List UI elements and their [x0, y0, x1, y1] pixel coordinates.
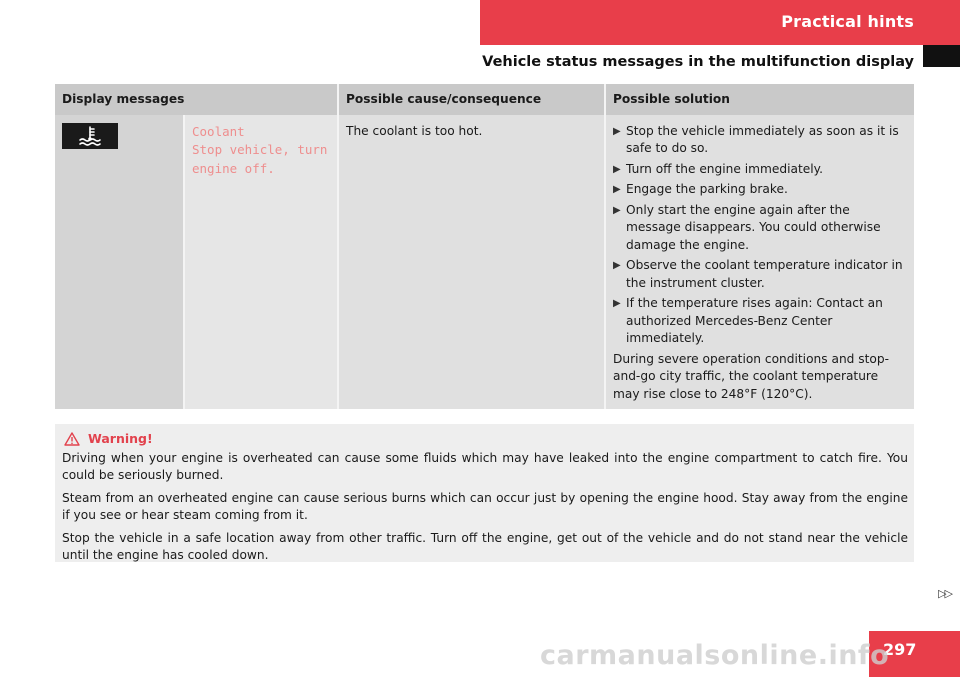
solution-step: ▶ If the temperature rises again: Contact an authorized Mercedes-Benz Center immediately. [613, 296, 883, 345]
page-subtitle: Vehicle status messages in the multifunction display [482, 54, 914, 70]
warning-header [64, 430, 908, 448]
arrow-right-icon: ▶ [613, 260, 621, 271]
coolant-temperature-icon [62, 123, 118, 149]
display-message-text: Coolant Stop vehicle, turn engine off. [192, 123, 328, 176]
arrow-right-icon: ▶ [613, 204, 621, 216]
cause-text: The coolant is too hot. [346, 123, 483, 138]
solution-step: ▶ Stop the vehicle immediately as soon as it is safe to do so. [613, 123, 899, 155]
solution-steps [613, 123, 908, 348]
warning-title: Warning! [88, 431, 153, 446]
column-header-solution: Possible solution [605, 84, 914, 115]
section-banner [480, 0, 960, 45]
table-row [55, 115, 914, 409]
warning-paragraph: Stop the vehicle in a safe location away from other traffic. Turn off the engine, get out of the vehicle and do not stand near the vehicle until the engine has cooled down. [62, 530, 908, 562]
arrow-right-icon: ▶ [613, 184, 621, 195]
display-message-cell [184, 115, 338, 409]
icon-cell [55, 115, 184, 409]
warning-paragraph: Steam from an overheated engine can cause serious burns which can occur just by opening the engine hood. Stay away from the engine if you see or hear steam coming from it. [62, 490, 908, 522]
arrow-right-icon: ▶ [613, 125, 621, 137]
solution-cell [605, 115, 914, 409]
cause-cell [338, 115, 605, 409]
column-header-cause: Possible cause/consequence [338, 84, 605, 115]
warning-box [55, 424, 914, 562]
continue-icon: ▷▷ [938, 587, 951, 600]
solution-step: ▶ Observe the coolant temperature indicator in the instrument cluster. [613, 258, 903, 290]
table-header-row [55, 84, 914, 115]
warning-triangle-icon [64, 432, 80, 446]
column-header-display: Display messages [55, 84, 338, 115]
page-tab-marker [923, 45, 960, 67]
arrow-right-icon: ▶ [613, 298, 621, 309]
warning-paragraph: Driving when your engine is overheated can cause some fluids which may have leaked into the engine compartment to catch fire. You could be seriously burned. [62, 450, 908, 482]
status-message-table [55, 84, 914, 409]
solution-note: During severe operation conditions and stop-and-go city traffic, the coolant temperature may rise close to 248°F (120°C). [613, 351, 889, 401]
page-number: 297 [883, 640, 917, 659]
arrow-right-icon: ▶ [613, 163, 621, 175]
section-title: Practical hints [781, 12, 914, 31]
solution-step: ▶ Only start the engine again after the message disappears. You could otherwise damage the engine. [613, 202, 881, 252]
solution-step: ▶ Turn off the engine immediately. [613, 161, 908, 179]
solution-step: ▶ Engage the parking brake. [613, 181, 908, 199]
watermark: carmanualsonline.info [540, 640, 890, 671]
